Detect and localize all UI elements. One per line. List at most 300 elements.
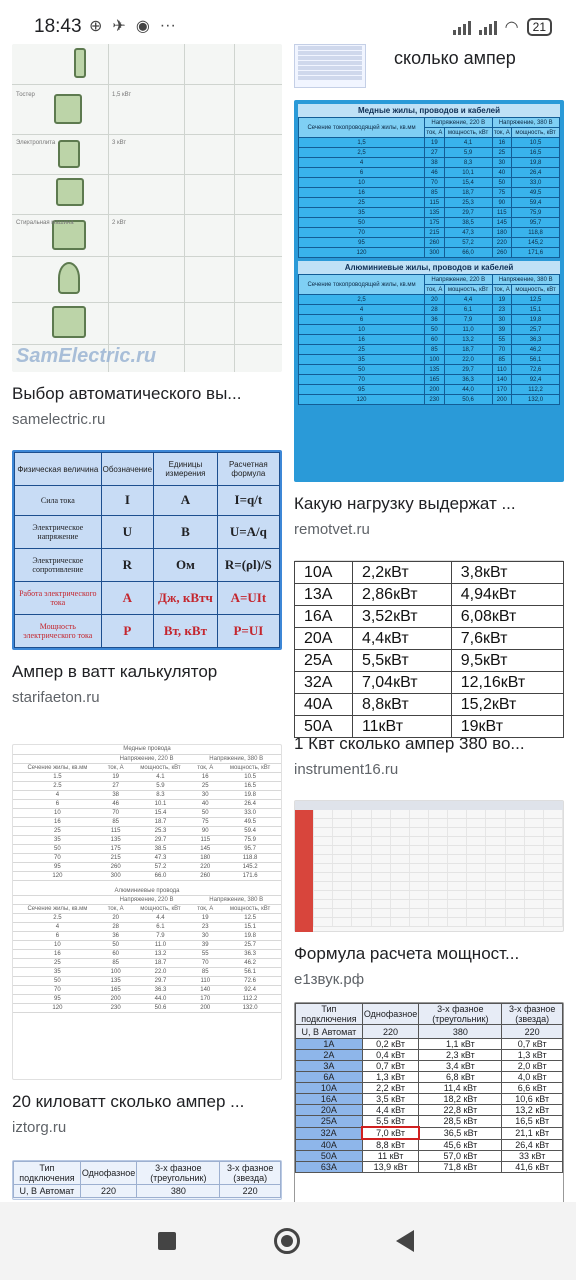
table-row [296, 1094, 563, 1105]
table-cell: 12,16кВт [451, 672, 563, 694]
table-row [13, 959, 281, 968]
table-cell: 25A [296, 1116, 363, 1128]
table-cell: 215 [425, 228, 445, 238]
table-cell: 25 [299, 198, 425, 208]
table-row [296, 1061, 563, 1072]
table-cell: 85 [492, 355, 512, 365]
table-row [299, 315, 560, 325]
table-cell: 95.7 [219, 844, 281, 853]
table-cell: 44.0 [130, 995, 192, 1004]
table-cell: 1A [296, 1039, 363, 1050]
table-cell: 11кВт [352, 716, 451, 738]
table-cell: 13,9 кВт [362, 1162, 418, 1173]
table-row [296, 1050, 563, 1061]
table-cell: 3,4 кВт [419, 1061, 502, 1072]
table-row [13, 862, 281, 871]
table-cell: 33 кВт [502, 1151, 563, 1162]
table-cell: 19,8 [512, 315, 560, 325]
table-cell: 25 [13, 826, 102, 835]
table-row [13, 781, 281, 790]
table-cell: 95 [13, 862, 102, 871]
home-button[interactable] [274, 1228, 300, 1254]
result-thumbnail[interactable] [294, 1002, 564, 1206]
table-cell: 95 [299, 238, 425, 248]
table-cell: 4,1 [444, 138, 492, 148]
table-row [13, 799, 281, 808]
table-row [13, 950, 281, 959]
result-title[interactable]: 20 киловатт сколько ампер ... [12, 1092, 245, 1111]
ampere-kw-table [294, 561, 564, 738]
table-cell: 8,3 [444, 158, 492, 168]
table-row [299, 385, 560, 395]
table-cell: 6,08кВт [451, 606, 563, 628]
table-row [299, 248, 560, 258]
table-row [299, 148, 560, 158]
result-card-samelectric[interactable] [12, 44, 282, 428]
table-cell: 11,4 кВт [419, 1083, 502, 1094]
table-cell: 36.3 [219, 950, 281, 959]
table-row [296, 1072, 563, 1083]
table-row [299, 355, 560, 365]
formula-table: Физическая величина Обозначение Единицы измерения Расчетная формула Сила тока I А I=q/t Электрическое напряжение U В U=A/q Электрическое сопротивление R Ом R=(ρl)/S Работа электрического тока A Дж, кВтч A=UIt Мощность электрического тока P Вт, кВт P=UI [14, 452, 280, 648]
table-cell: 4,4кВт [352, 628, 451, 650]
table-row [295, 828, 563, 837]
table-row [13, 986, 281, 995]
table-cell: 4,94кВт [451, 584, 563, 606]
table-row [13, 914, 281, 923]
table-cell: 16A [295, 606, 353, 628]
table-cell: 2.5 [13, 914, 102, 923]
table-row [296, 1151, 563, 1162]
table-cell: 15,2кВт [451, 694, 563, 716]
table-cell: 2.5 [13, 781, 102, 790]
back-button[interactable] [396, 1230, 414, 1252]
table-row [299, 188, 560, 198]
table-row [13, 977, 281, 986]
recents-button[interactable] [158, 1232, 176, 1250]
table-cell: 115 [191, 835, 219, 844]
table-row [299, 345, 560, 355]
table-cell: 20 [102, 914, 130, 923]
table-cell: 7,04кВт [352, 672, 451, 694]
table-cell: 120 [13, 871, 102, 880]
table-row [295, 891, 563, 900]
table-cell: 135 [102, 977, 130, 986]
table-cell: 25 [13, 959, 102, 968]
table-cell: 33.0 [219, 808, 281, 817]
table-cell: 230 [102, 1004, 130, 1013]
result-title[interactable]: 1 Квт сколько ампер 380 во... [294, 734, 525, 753]
result-thumbnail[interactable]: Тип подключения Однофазное 3-х фазное (треугольник) 3-х фазное (звезда) U, В Автомат 220 380 220 [12, 1160, 282, 1200]
table-cell: 15,1 [512, 305, 560, 315]
table-row [13, 844, 281, 853]
table-cell: 112.2 [219, 995, 281, 1004]
result-thumbnail[interactable] [294, 44, 366, 88]
table-cell: 25.7 [219, 941, 281, 950]
result-source: starifaeton.ru [12, 689, 100, 706]
result-title[interactable]: сколько ампер [394, 48, 516, 68]
table-cell: 145 [492, 218, 512, 228]
table-cell: 38,5 [444, 218, 492, 228]
table-row [295, 694, 564, 716]
table-cell: 47,3 [444, 228, 492, 238]
table-cell: 12.5 [219, 914, 281, 923]
table-cell: 2,86кВт [352, 584, 451, 606]
table-cell: 35 [299, 208, 425, 218]
table-cell: 22,8 кВт [419, 1105, 502, 1116]
table-cell: 145,2 [512, 238, 560, 248]
table-row [295, 918, 563, 927]
table-cell: 10.1 [130, 799, 192, 808]
table-cell: 2,5 [299, 295, 425, 305]
table-cell: 29.7 [130, 835, 192, 844]
table-row [295, 846, 563, 855]
table-cell: 15.4 [130, 808, 192, 817]
table-cell: 9,5кВт [451, 650, 563, 672]
table-cell: 85 [102, 959, 130, 968]
table-cell: 50A [296, 1151, 363, 1162]
table-cell: 4 [13, 790, 102, 799]
table-cell: 165 [425, 375, 445, 385]
table-cell: 35 [13, 968, 102, 977]
result-thumbnail[interactable] [12, 450, 282, 650]
table-cell: 5,5 кВт [362, 1116, 418, 1128]
table-cell: 16,5 кВт [502, 1116, 563, 1128]
table-cell: 2,3 кВт [419, 1050, 502, 1061]
table-cell: 0,7 кВт [362, 1061, 418, 1072]
table-cell: 5,9 [444, 148, 492, 158]
table-cell: 170 [191, 995, 219, 1004]
more-icon: ··· [159, 17, 176, 34]
table-cell: 118.8 [219, 853, 281, 862]
table-cell: 36,3 [444, 375, 492, 385]
table-cell: 1,3 кВт [502, 1050, 563, 1061]
table-cell: 260 [102, 862, 130, 871]
result-thumbnail[interactable] [294, 800, 564, 932]
table-cell: 28 [425, 305, 445, 315]
table-cell: 25A [295, 650, 353, 672]
copper-wire-table: Медные провода Напряжение, 220 В Напряжение, 380 В Сечение жилы, кв.мм ток, А мощность, кВт ток, А мощность, кВт 1.5 19 4.1 16 10.5 2.5 27 5.9 25 16.5 4 38 8.3 30 19.8 6 46 10.1 40 26.4 10 70 15.4 50 33.0 16 85 18.7 75 49.5 25 115 25.3 90 59.4 35 135 29.7 115 75.9 50 175 38.5 145 95.7 70 215 47.3 180 118.8 95 260 57.2 220 145.2 120 300 66.0 260 171.6 [13, 745, 281, 881]
table-cell: 20 [425, 295, 445, 305]
table-cell: 4,0 кВт [502, 1072, 563, 1083]
table-row [13, 808, 281, 817]
table-row [295, 819, 563, 828]
table-cell: 66.0 [130, 871, 192, 880]
table-cell: 300 [102, 871, 130, 880]
table-cell: 70 [299, 228, 425, 238]
table-cell: 50.6 [130, 1004, 192, 1013]
table-cell: 8,8 кВт [362, 1139, 418, 1151]
table-cell: 30 [492, 315, 512, 325]
table-cell: 140 [492, 375, 512, 385]
table-cell: 36,5 кВт [419, 1127, 502, 1139]
table-cell: 25 [299, 345, 425, 355]
table-cell: 4 [13, 923, 102, 932]
table-row [299, 395, 560, 405]
table-cell: 38 [102, 790, 130, 799]
result-card-instrument16[interactable] [294, 560, 564, 778]
table-cell: 11,0 [444, 325, 492, 335]
table-cell: 115 [102, 826, 130, 835]
table-cell: 30 [191, 790, 219, 799]
table-cell: 29,7 [444, 208, 492, 218]
table-cell: 22.0 [130, 968, 192, 977]
table-cell: 7.9 [130, 932, 192, 941]
table-row [295, 584, 564, 606]
table-cell: 39 [191, 941, 219, 950]
table-cell: 10A [296, 1083, 363, 1094]
table-row [295, 650, 564, 672]
table-cell: 0,4 кВт [362, 1050, 418, 1061]
table-cell: 10,5 [512, 138, 560, 148]
table-row [13, 1004, 281, 1013]
table-cell: 38.5 [130, 844, 192, 853]
table-cell: 7,9 [444, 315, 492, 325]
table-cell: 36,3 [512, 335, 560, 345]
table-row [295, 882, 563, 891]
table-row [13, 968, 281, 977]
table-row [13, 923, 281, 932]
table-cell: 56.1 [219, 968, 281, 977]
table-cell: 25,7 [512, 325, 560, 335]
table-row [299, 138, 560, 148]
table-cell: 70 [102, 808, 130, 817]
table-cell: 50 [102, 941, 130, 950]
table-row [299, 178, 560, 188]
result-thumbnail[interactable] [12, 744, 282, 1080]
table-cell: 35 [13, 835, 102, 844]
table-cell: 145 [191, 844, 219, 853]
table-cell: 6A [296, 1072, 363, 1083]
table-cell: 70 [492, 345, 512, 355]
table-cell: 60 [102, 950, 130, 959]
table-cell: 8,8кВт [352, 694, 451, 716]
table-cell: 30 [492, 158, 512, 168]
result-title[interactable]: Выбор автоматического вы... [12, 384, 242, 403]
result-title[interactable]: Какую нагрузку выдержат ... [294, 494, 516, 513]
table-row [13, 835, 281, 844]
result-title[interactable]: Ампер в ватт калькулятор [12, 662, 218, 681]
table-cell: 132,0 [512, 395, 560, 405]
table-row [296, 1116, 563, 1128]
table-cell: 171,6 [512, 248, 560, 258]
table-cell: 100 [425, 355, 445, 365]
table-cell: 260 [492, 248, 512, 258]
table-row [299, 335, 560, 345]
table-cell: 120 [299, 248, 425, 258]
table-cell: 1.5 [13, 772, 102, 781]
table-cell: 5.9 [130, 781, 192, 790]
table-cell: 19 [425, 138, 445, 148]
table-row [295, 855, 563, 864]
table-cell: 30 [191, 932, 219, 941]
table-cell: 19 [191, 914, 219, 923]
table-cell: 16 [13, 817, 102, 826]
table-row [295, 672, 564, 694]
table-cell: 175 [425, 218, 445, 228]
aluminium-wire-table: Алюминиевые провода Напряжение, 220 В Напряжение, 380 В Сечение жилы, кв.мм ток, А мощность, кВт ток, А мощность, кВт 2.5 20 4.4 19 12.5 4 28 6.1 23 15.1 6 36 7.9 30 19.8 10 50 11.0 39 25.7 16 60 13.2 55 36.3 25 85 18.7 70 46.2 35 100 22.0 85 56.1 50 135 29.7 110 72.6 70 165 36.3 140 92.4 95 200 44.0 170 112.2 120 230 50.6 200 132.0 [13, 887, 281, 1014]
table-cell: 25 [492, 148, 512, 158]
table-cell: 120 [299, 395, 425, 405]
table-cell: 20A [296, 1105, 363, 1116]
results-column-right [294, 44, 564, 1206]
table-cell: 10 [299, 178, 425, 188]
result-card-e1zvuk[interactable] [294, 800, 564, 988]
table-row [13, 772, 281, 781]
table-row [299, 305, 560, 315]
table-cell: 13,2 кВт [502, 1105, 563, 1116]
result-card-top[interactable] [294, 44, 564, 90]
result-source: iztorg.ru [12, 1119, 67, 1136]
table-row [295, 909, 563, 918]
result-title[interactable]: Формула расчета мощност... [294, 944, 520, 963]
table-cell: 18.7 [130, 817, 192, 826]
result-thumbnail[interactable]: Медные жилы, проводов и кабелей Сечение токопроводящей жилы, кв.мм Напряжение, 220 В Напряжение, 380 В ток, А мощность, кВт ток, А мощность, кВт 1,5 19 4,1 16 10,5 2,5 27 5,9 25 16,5 4 38 8,3 30 19,8 6 46 10,1 40 26,4 10 70 15,4 50 33,0 16 85 18,7 75 49,5 25 115 25,3 90 59,4 35 135 29,7 115 75,9 50 175 38,5 145 95,7 70 215 47,3 180 118,8 95 260 57,2 220 145,2 120 300 66,0 260 171,6 Алюминиевые жилы, проводов и кабелей Сечение токопроводящей жилы, кв.мм Напряжение, 220 В Напряжение, 380 В ток, А мощность, кВт ток, А мощность, кВт 2,5 20 4,4 19 12,5 4 28 6,1 23 15,1 6 36 7,9 30 19,8 10 50 11,0 39 25,7 16 60 13,2 55 36,3 25 85 18,7 70 46,2 35 100 22,0 85 56,1 50 135 29,7 110 72,6 70 165 36,3 140 92,4 95 200 44,0 170 112,2 120 230 50,6 200 132,0 [294, 100, 564, 482]
result-thumbnail[interactable]: Тостер Электроплита Стиральная машина 1,5 кВт 3 кВт 2 кВт SamElectric.ru [12, 44, 282, 372]
table-cell: 85 [425, 345, 445, 355]
table-row [296, 1127, 563, 1139]
table-cell: 20A [295, 628, 353, 650]
table-row [13, 790, 281, 799]
table-cell: 75 [191, 817, 219, 826]
table-cell: 10,1 [444, 168, 492, 178]
table-cell: 27 [102, 781, 130, 790]
telegram-icon: ✈ [112, 18, 126, 35]
table-row [295, 864, 563, 873]
result-source: samelectric.ru [12, 411, 106, 428]
table-row [295, 562, 564, 584]
table-row [295, 606, 564, 628]
table-cell: 36 [425, 315, 445, 325]
table-cell: 19,8 [512, 158, 560, 168]
table-cell: 59.4 [219, 826, 281, 835]
aluminium-cable-table: Сечение токопроводящей жилы, кв.мм Напряжение, 220 В Напряжение, 380 В ток, А мощность, кВт ток, А мощность, кВт 2,5 20 4,4 19 12,5 4 28 6,1 23 15,1 6 36 7,9 30 19,8 10 50 11,0 39 25,7 16 60 13,2 55 36,3 25 85 18,7 70 46,2 35 100 22,0 85 56,1 50 135 29,7 110 72,6 70 165 36,3 140 92,4 95 200 44,0 170 112,2 120 230 50,6 200 132,0 [298, 274, 560, 405]
table-cell: 6 [299, 315, 425, 325]
table-cell: 50 [492, 178, 512, 188]
table-cell: 70 [299, 375, 425, 385]
table-cell: 57,0 кВт [419, 1151, 502, 1162]
table-cell: 10 [299, 325, 425, 335]
table-cell: 4.1 [130, 772, 192, 781]
table-cell: 85 [425, 188, 445, 198]
table-cell: 55 [191, 950, 219, 959]
table-cell: 135 [102, 835, 130, 844]
table-row [299, 228, 560, 238]
table-cell: 19 [102, 772, 130, 781]
table-cell: 26.4 [219, 799, 281, 808]
table-cell: 110 [191, 977, 219, 986]
table-row [296, 1162, 563, 1173]
table-cell: 6,8 кВт [419, 1072, 502, 1083]
table-cell: 100 [102, 968, 130, 977]
table-cell: 39 [492, 325, 512, 335]
table-cell: 18,2 кВт [419, 1094, 502, 1105]
table-cell: 45,6 кВт [419, 1139, 502, 1151]
result-card-breaker-table[interactable] [294, 1002, 564, 1206]
table-cell: 10A [295, 562, 353, 584]
result-card-partial[interactable] [12, 1160, 282, 1200]
table-cell: 145.2 [219, 862, 281, 871]
table-cell: 3,8кВт [451, 562, 563, 584]
table-cell: 55 [492, 335, 512, 345]
table-cell: 72,6 [512, 365, 560, 375]
table-cell: 40A [296, 1139, 363, 1151]
table-cell: 23 [492, 305, 512, 315]
table-cell: 200 [492, 395, 512, 405]
table-cell: 2,2 кВт [362, 1083, 418, 1094]
table-cell: 135 [425, 365, 445, 375]
table-cell: 59,4 [512, 198, 560, 208]
result-card-remotvet[interactable] [294, 100, 564, 538]
table-cell: 11 кВт [362, 1151, 418, 1162]
table-cell: 95 [13, 995, 102, 1004]
clock: 18:43 [34, 16, 82, 37]
table-cell: 13,2 [444, 335, 492, 345]
table-cell: 85 [191, 968, 219, 977]
table-cell: 90 [191, 826, 219, 835]
table-cell: 19кВт [451, 716, 563, 738]
result-card-starifaeton[interactable] [12, 450, 282, 706]
result-thumbnail[interactable] [294, 560, 564, 735]
table-row [299, 208, 560, 218]
table-cell: 112,2 [512, 385, 560, 395]
table-cell: 90 [492, 198, 512, 208]
table-cell: 7,0 кВт [362, 1127, 418, 1139]
table-cell: 10,6 кВт [502, 1094, 563, 1105]
table-cell: 22,0 [444, 355, 492, 365]
table-cell: 2,0 кВт [502, 1061, 563, 1072]
table-cell: 50 [299, 218, 425, 228]
signal-icon-2 [479, 19, 497, 35]
table-cell: 46.2 [219, 959, 281, 968]
table-cell: 50 [191, 808, 219, 817]
table-cell: 75,9 [512, 208, 560, 218]
table-cell: 29,7 [444, 365, 492, 375]
table-row [13, 995, 281, 1004]
table-cell: 26,4 [512, 168, 560, 178]
table-row [13, 853, 281, 862]
table-cell: 57,2 [444, 238, 492, 248]
table-row [295, 628, 564, 650]
table-cell: 15,4 [444, 178, 492, 188]
chrome-icon: ◉ [135, 18, 150, 35]
table-cell: 2,5 [299, 148, 425, 158]
table-cell: 6 [299, 168, 425, 178]
table-cell: 50 [13, 844, 102, 853]
table-cell: 95 [299, 385, 425, 395]
table-cell: 32A [296, 1127, 363, 1139]
table-cell: 16A [296, 1094, 363, 1105]
table-cell: 18.7 [130, 959, 192, 968]
plus-circle-icon: ⊕ [89, 18, 103, 35]
table-cell: 66,0 [444, 248, 492, 258]
table-cell: 4 [299, 158, 425, 168]
table-cell: 25.3 [130, 826, 192, 835]
table-cell: 72.6 [219, 977, 281, 986]
table-cell: 6,6 кВт [502, 1083, 563, 1094]
table-cell: 0,2 кВт [362, 1039, 418, 1050]
table-cell: 70 [425, 178, 445, 188]
table-cell: 19.8 [219, 790, 281, 799]
table-cell: 220 [191, 862, 219, 871]
table-cell: 40 [191, 799, 219, 808]
table-row [295, 900, 563, 909]
table-cell: 200 [191, 1004, 219, 1013]
table-cell: 70 [191, 959, 219, 968]
table-row [296, 1105, 563, 1116]
result-card-iztorg[interactable] [12, 744, 282, 1136]
table-cell: 115 [425, 198, 445, 208]
